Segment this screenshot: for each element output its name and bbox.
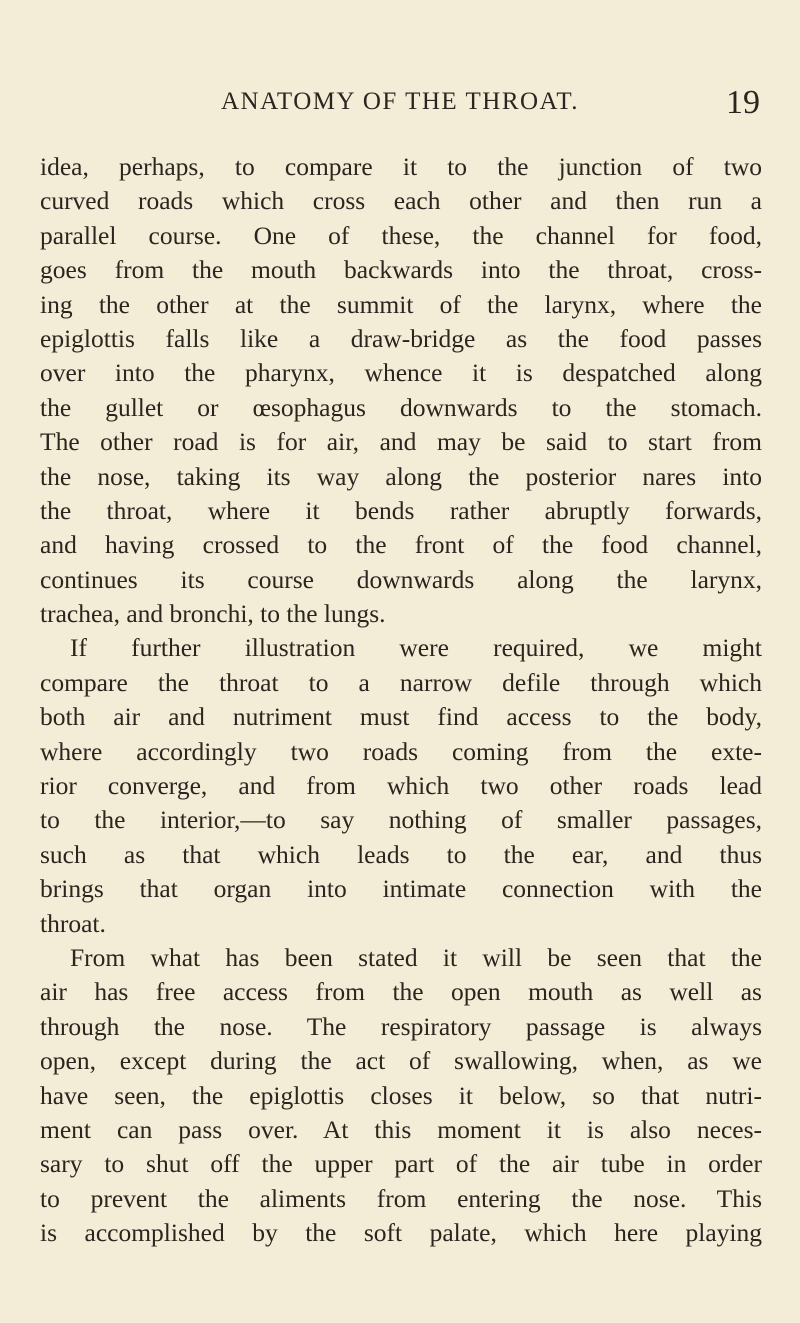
text-line: parallel course. One of these, the channel for food, [40,220,762,250]
text-line: brings that organ into intimate connection with the [40,874,762,904]
text-line: where accordingly two roads coming from the exte- [40,736,762,766]
text-line: sary to shut off the upper part of the air tube in order [40,1149,762,1179]
text-line: and having crossed to the front of the food channel, [40,530,762,560]
text-line: curved roads which cross each other and then run a [40,186,762,216]
text-line: is accomplished by the soft palate, which here playing [40,1218,762,1248]
running-title: ANATOMY OF THE THROAT. [220,88,580,115]
text-line: ment can pass over. At this moment it is also neces- [40,1114,762,1144]
text-line: From what has been stated it will be seen that the [70,942,762,972]
text-line: the gullet or œsophagus downwards to the stomach. [40,392,762,422]
page-number: 19 [726,84,760,121]
text-line: epiglottis falls like a draw-bridge as the food passes [40,323,762,353]
body-text [40,150,762,1251]
text-line: through the nose. The respiratory passage is always [40,1011,762,1041]
text-line: the nose, taking its way along the posterior nares into [40,461,762,491]
text-line: have seen, the epiglottis closes it below, so that nutri- [40,1080,762,1110]
running-head [40,84,760,128]
text-line: The other road is for air, and may be said to start from [40,427,762,457]
text-line: such as that which leads to the ear, and thus [40,839,762,869]
text-line: goes from the mouth backwards into the throat, cross- [40,255,762,285]
text-line: idea, perhaps, to compare it to the junction of two [40,152,762,181]
text-line: open, except during the act of swallowing, when, as we [40,1046,762,1076]
text-line: continues its course downwards along the larynx, [40,564,762,594]
text-line: over into the pharynx, whence it is despatched along [40,358,762,388]
text-line: ing the other at the summit of the larynx, where the [40,289,762,319]
text-line: throat. [40,908,106,938]
text-line: compare the throat to a narrow defile through which [40,667,762,697]
text-line: to the interior,—to say nothing of smaller passages, [40,805,762,835]
text-line: air has free access from the open mouth as well as [40,977,762,1007]
text-line: rior converge, and from which two other roads lead [40,771,762,801]
text-line: trachea, and bronchi, to the lungs. [40,599,386,629]
text-line: the throat, where it bends rather abruptly forwards, [40,495,762,525]
text-line: to prevent the aliments from entering the nose. This [40,1183,762,1213]
text-line: both air and nutriment must find access to the body, [40,702,762,732]
text-line: If further illustration were required, we might [70,633,762,663]
